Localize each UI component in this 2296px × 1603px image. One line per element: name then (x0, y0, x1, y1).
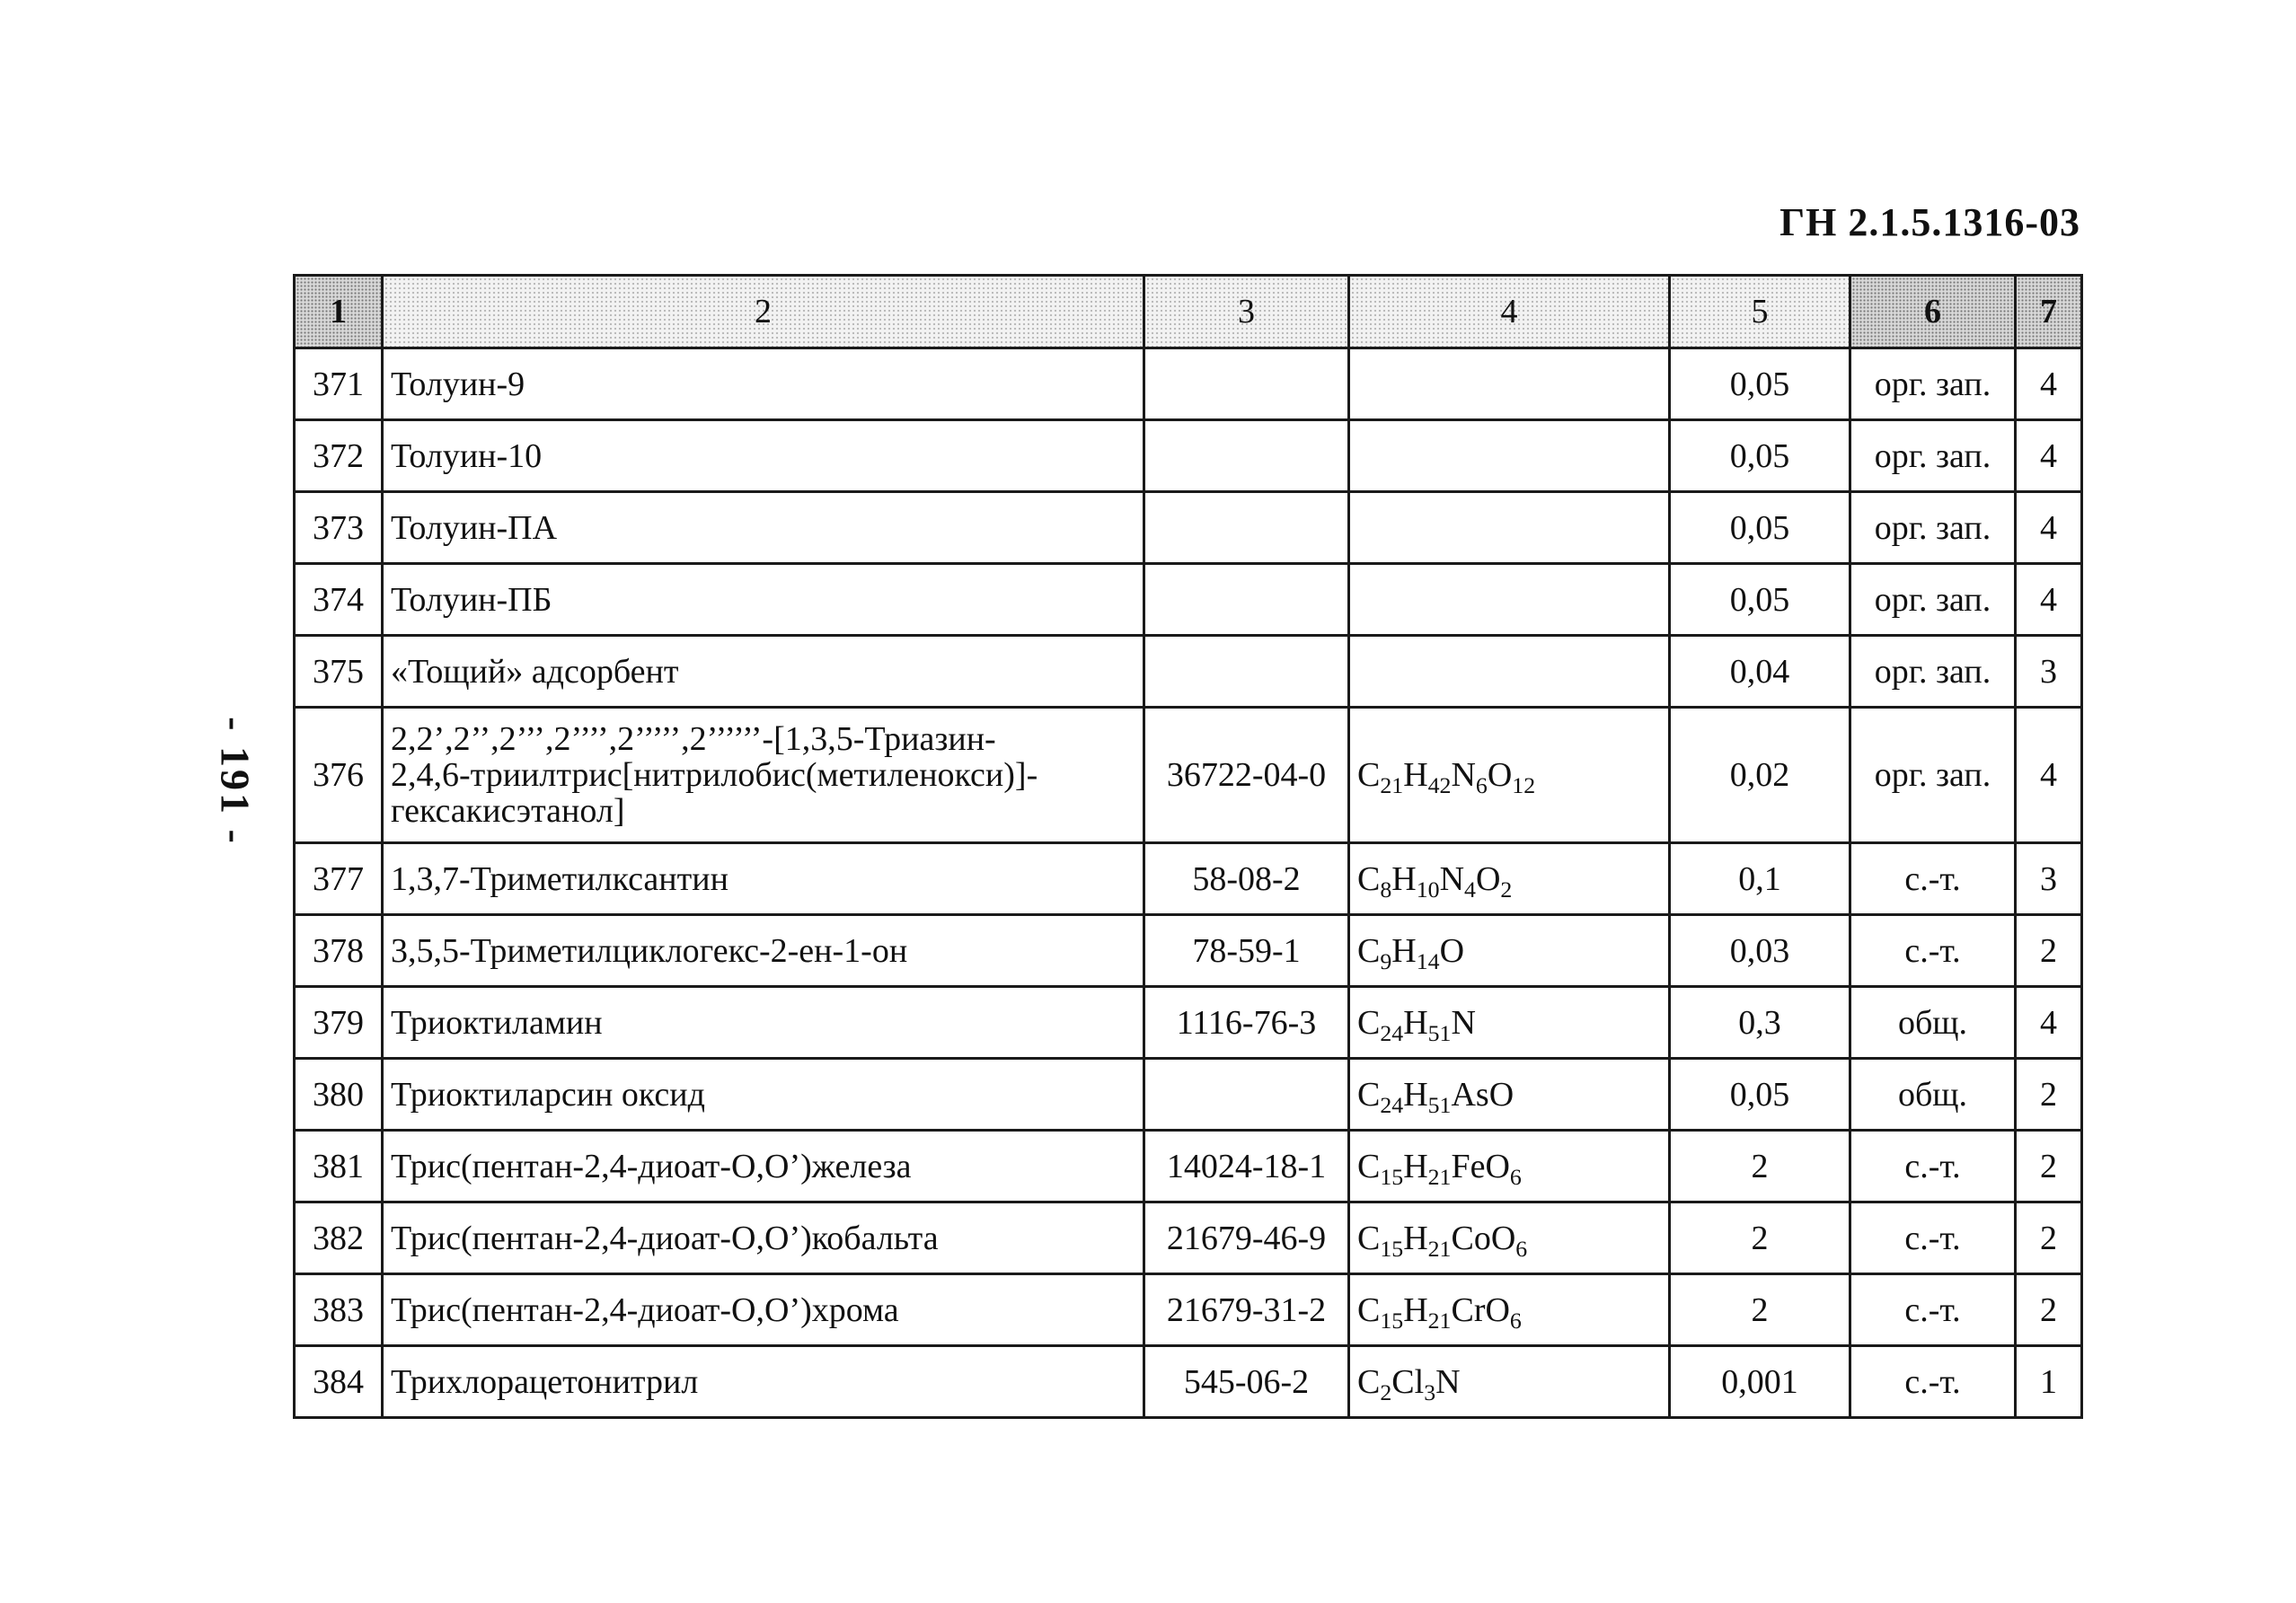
limiting-indicator: орг. зап. (1850, 708, 2016, 843)
formula-subscript: 6 (1475, 771, 1488, 798)
substance-name: Трис(пентан-2,4-диоат-О,О’)хрома (383, 1274, 1144, 1346)
formula-subscript: 9 (1380, 947, 1392, 974)
substance-name: Триоктиламин (383, 987, 1144, 1059)
chemical-formula (1349, 843, 1670, 915)
substance-name: Толуин-ПА (383, 492, 1144, 564)
formula-element: C (1357, 1362, 1381, 1401)
substance-name: Толуин-ПБ (383, 564, 1144, 636)
cas-number (1144, 636, 1349, 708)
row-number: 374 (295, 564, 383, 636)
formula-element: O (1439, 931, 1465, 970)
page-number: - 191 - (212, 717, 259, 846)
formula-subscript: 15 (1380, 1235, 1404, 1262)
chemical-formula (1349, 987, 1670, 1059)
formula-element: H (1391, 931, 1417, 970)
limiting-indicator: орг. зап. (1850, 492, 2016, 564)
row-number: 379 (295, 987, 383, 1059)
formula-element: C (1357, 1219, 1381, 1257)
column-header-7: 7 (2016, 276, 2082, 348)
limit-value: 0,03 (1670, 915, 1850, 987)
formula-element: C (1357, 1147, 1381, 1185)
substance-name: Трис(пентан-2,4-диоат-О,О’)железа (383, 1131, 1144, 1202)
limit-value: 2 (1670, 1131, 1850, 1202)
cas-number: 58-08-2 (1144, 843, 1349, 915)
table-row (295, 564, 2082, 636)
limiting-indicator: орг. зап. (1850, 420, 2016, 492)
table-row (295, 708, 2082, 843)
substance-name-line-3: гексакисэтанол] (391, 792, 625, 831)
formula-element: N (1435, 1362, 1461, 1401)
chemical-formula (1349, 708, 1670, 843)
limit-value: 2 (1670, 1274, 1850, 1346)
formula-subscript: 2 (1500, 876, 1513, 903)
formula-subscript: 51 (1427, 1091, 1452, 1118)
formula-subscript: 51 (1427, 1019, 1452, 1046)
table-row (295, 843, 2082, 915)
chemical-formula (1349, 492, 1670, 564)
limiting-indicator: с.-т. (1850, 843, 2016, 915)
formula-subscript: 15 (1380, 1307, 1404, 1334)
table-row (295, 1346, 2082, 1418)
cas-number: 36722-04-0 (1144, 708, 1349, 843)
limiting-indicator: орг. зап. (1850, 636, 2016, 708)
cas-number (1144, 1059, 1349, 1131)
chemical-formula (1349, 1131, 1670, 1202)
formula-subscript: 21 (1380, 771, 1404, 798)
formula-subscript: 21 (1427, 1307, 1452, 1334)
formula-element: Cl (1391, 1362, 1425, 1401)
chemical-formula (1349, 564, 1670, 636)
chemical-formula (1349, 915, 1670, 987)
substance-name (383, 708, 1144, 843)
formula-element: O (1475, 859, 1501, 898)
formula-element: FeO (1451, 1147, 1510, 1185)
formula-subscript: 4 (1464, 876, 1476, 903)
formula-element: O (1487, 756, 1513, 794)
hazard-class: 3 (2016, 843, 2082, 915)
formula-subscript: 24 (1380, 1019, 1404, 1046)
column-header-2: 2 (383, 276, 1144, 348)
formula-subscript: 6 (1515, 1235, 1528, 1262)
limiting-indicator: общ. (1850, 987, 2016, 1059)
formula-element: H (1391, 859, 1417, 898)
limiting-indicator: с.-т. (1850, 915, 2016, 987)
formula-subscript: 10 (1416, 876, 1440, 903)
table-row (295, 1131, 2082, 1202)
hazard-class: 4 (2016, 348, 2082, 420)
substance-name: Трихлорацетонитрил (383, 1346, 1144, 1418)
row-number: 372 (295, 420, 383, 492)
hazard-class: 4 (2016, 564, 2082, 636)
formula-subscript: 15 (1380, 1163, 1404, 1190)
column-header-5: 5 (1670, 276, 1850, 348)
limit-value: 0,1 (1670, 843, 1850, 915)
hazard-class: 1 (2016, 1346, 2082, 1418)
limiting-indicator: общ. (1850, 1059, 2016, 1131)
substance-name: «Тощий» адсорбент (383, 636, 1144, 708)
substances-table (293, 274, 2083, 1419)
table-row (295, 987, 2082, 1059)
formula-subscript: 21 (1427, 1163, 1452, 1190)
row-number: 375 (295, 636, 383, 708)
chemical-formula (1349, 1059, 1670, 1131)
cas-number: 1116-76-3 (1144, 987, 1349, 1059)
chemical-formula (1349, 1346, 1670, 1418)
cas-number: 545-06-2 (1144, 1346, 1349, 1418)
table-row (295, 636, 2082, 708)
formula-element: H (1403, 1290, 1428, 1329)
table-row (295, 492, 2082, 564)
document-code: ГН 2.1.5.1316-03 (1779, 200, 2080, 244)
hazard-class: 2 (2016, 915, 2082, 987)
cas-number: 21679-31-2 (1144, 1274, 1349, 1346)
formula-element: AsO (1451, 1075, 1514, 1114)
hazard-class: 4 (2016, 708, 2082, 843)
formula-subscript: 21 (1427, 1235, 1452, 1262)
formula-element: CoO (1451, 1219, 1516, 1257)
row-number: 378 (295, 915, 383, 987)
substance-name: Толуин-10 (383, 420, 1144, 492)
table-row (295, 420, 2082, 492)
formula-subscript: 3 (1424, 1378, 1436, 1405)
substance-name: 1,3,7-Триметилксантин (383, 843, 1144, 915)
formula-element: C (1357, 1075, 1381, 1114)
cas-number: 78-59-1 (1144, 915, 1349, 987)
formula-subscript: 2 (1380, 1378, 1392, 1405)
substance-name: Толуин-9 (383, 348, 1144, 420)
substance-name-line-1: 2,2’,2’’,2’’’,2’’’’,2’’’’’,2’’’’’’-[1,3,5-Триазин- (391, 719, 996, 758)
table-row (295, 1059, 2082, 1131)
formula-element: C (1357, 859, 1381, 898)
column-header-3: 3 (1144, 276, 1349, 348)
limit-value: 0,02 (1670, 708, 1850, 843)
substance-name: 3,5,5-Триметилциклогекс-2-ен-1-он (383, 915, 1144, 987)
row-number: 381 (295, 1131, 383, 1202)
limit-value: 2 (1670, 1202, 1850, 1274)
chemical-formula (1349, 1274, 1670, 1346)
row-number: 377 (295, 843, 383, 915)
row-number: 382 (295, 1202, 383, 1274)
formula-element: N (1439, 859, 1465, 898)
substance-name: Трис(пентан-2,4-диоат-О,О’)кобальта (383, 1202, 1144, 1274)
formula-element: C (1357, 756, 1381, 794)
hazard-class: 2 (2016, 1059, 2082, 1131)
substance-name-line-2: 2,4,6-триилтрис[нитрилобис(метиленокси)]- (391, 755, 1038, 794)
cas-number: 21679-46-9 (1144, 1202, 1349, 1274)
table-row (295, 1202, 2082, 1274)
hazard-class: 2 (2016, 1202, 2082, 1274)
table-row (295, 915, 2082, 987)
formula-element: N (1451, 1003, 1476, 1042)
limiting-indicator: орг. зап. (1850, 348, 2016, 420)
limit-value: 0,05 (1670, 492, 1850, 564)
formula-subscript: 6 (1509, 1163, 1522, 1190)
cas-number (1144, 348, 1349, 420)
formula-element: H (1403, 1219, 1428, 1257)
formula-subscript: 8 (1380, 876, 1392, 903)
row-number: 380 (295, 1059, 383, 1131)
row-number: 383 (295, 1274, 383, 1346)
chemical-formula (1349, 420, 1670, 492)
formula-element: N (1451, 756, 1476, 794)
formula-subscript: 6 (1509, 1307, 1522, 1334)
limit-value: 0,05 (1670, 564, 1850, 636)
formula-element: H (1403, 1075, 1428, 1114)
limiting-indicator: с.-т. (1850, 1202, 2016, 1274)
formula-element: H (1403, 1003, 1428, 1042)
table-row (295, 348, 2082, 420)
formula-subscript: 42 (1427, 771, 1452, 798)
hazard-class: 3 (2016, 636, 2082, 708)
limiting-indicator: с.-т. (1850, 1274, 2016, 1346)
formula-element: H (1403, 1147, 1428, 1185)
formula-element: C (1357, 931, 1381, 970)
formula-element: C (1357, 1290, 1381, 1329)
formula-element: C (1357, 1003, 1381, 1042)
table-row (295, 1274, 2082, 1346)
limit-value: 0,05 (1670, 1059, 1850, 1131)
hazard-class: 4 (2016, 420, 2082, 492)
limit-value: 0,04 (1670, 636, 1850, 708)
formula-element: CrO (1451, 1290, 1510, 1329)
column-header-4: 4 (1349, 276, 1670, 348)
chemical-formula (1349, 636, 1670, 708)
substance-name: Триоктиларсин оксид (383, 1059, 1144, 1131)
limit-value: 0,05 (1670, 348, 1850, 420)
limit-value: 0,001 (1670, 1346, 1850, 1418)
limit-value: 0,05 (1670, 420, 1850, 492)
column-header-1: 1 (295, 276, 383, 348)
formula-subscript: 14 (1416, 947, 1440, 974)
column-header-6: 6 (1850, 276, 2016, 348)
cas-number (1144, 492, 1349, 564)
formula-element: H (1403, 756, 1428, 794)
chemical-formula (1349, 1202, 1670, 1274)
cas-number: 14024-18-1 (1144, 1131, 1349, 1202)
row-number: 373 (295, 492, 383, 564)
hazard-class: 4 (2016, 987, 2082, 1059)
limiting-indicator: орг. зап. (1850, 564, 2016, 636)
limiting-indicator: с.-т. (1850, 1131, 2016, 1202)
hazard-class: 4 (2016, 492, 2082, 564)
chemical-formula (1349, 348, 1670, 420)
formula-subscript: 24 (1380, 1091, 1404, 1118)
limiting-indicator: с.-т. (1850, 1346, 2016, 1418)
row-number: 384 (295, 1346, 383, 1418)
cas-number (1144, 420, 1349, 492)
row-number: 376 (295, 708, 383, 843)
row-number: 371 (295, 348, 383, 420)
limit-value: 0,3 (1670, 987, 1850, 1059)
header-row (295, 276, 2082, 348)
formula-subscript: 12 (1512, 771, 1536, 798)
hazard-class: 2 (2016, 1131, 2082, 1202)
cas-number (1144, 564, 1349, 636)
hazard-class: 2 (2016, 1274, 2082, 1346)
